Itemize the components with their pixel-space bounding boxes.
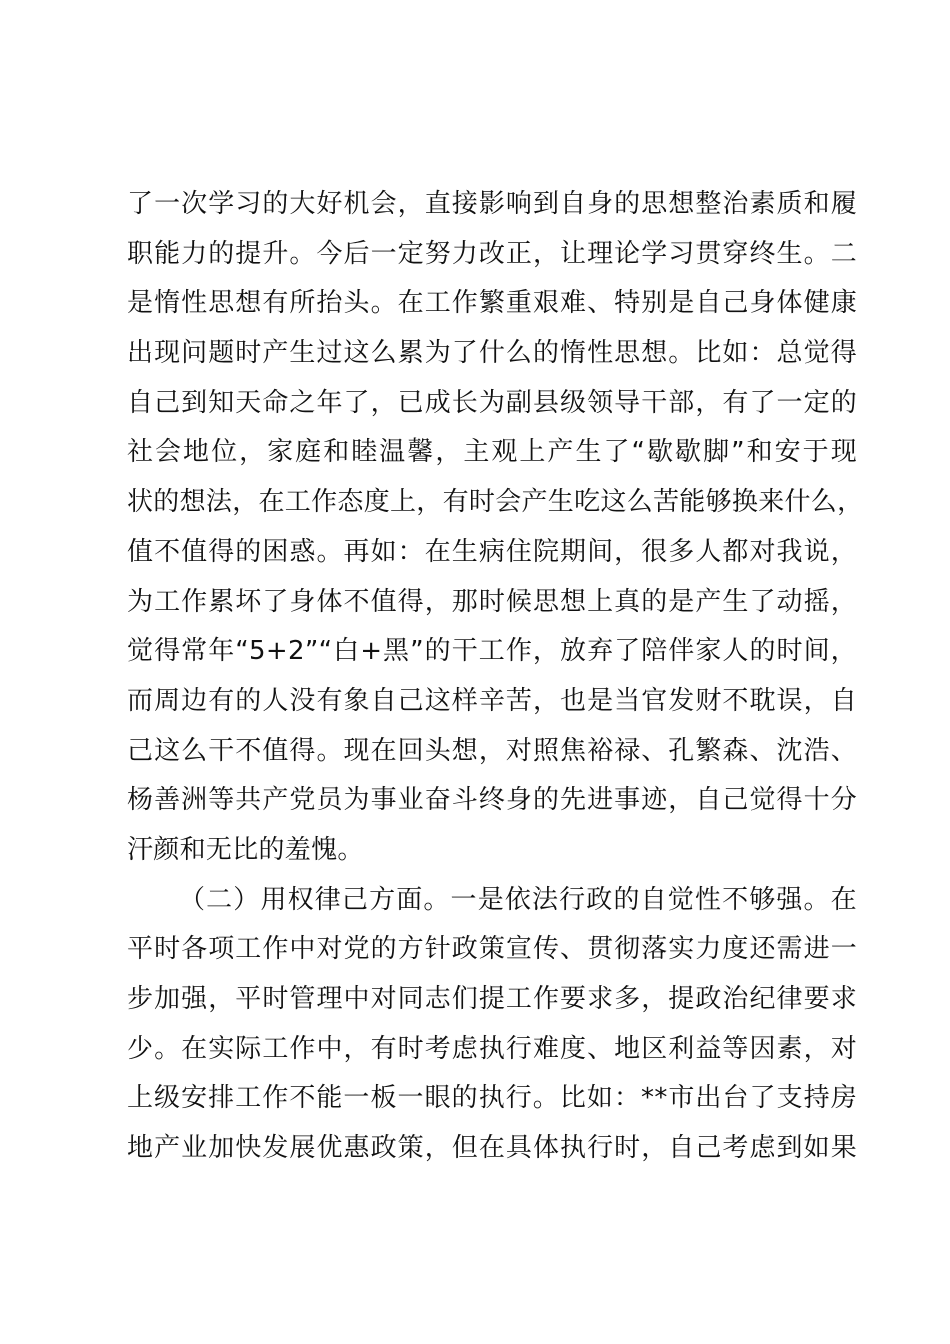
text-line: 状的想法，在工作态度上，有时会产生吃这么苦能够换来什么， <box>127 487 864 518</box>
text-line: 己这么干不值得。现在回头想，对照焦裕禄、孔繁森、沈浩、 <box>127 735 857 766</box>
text-line: 地产业加快发展优惠政策，但在具体执行时，自己考虑到如果 <box>127 1133 857 1164</box>
section-heading-line: （二）用权律己方面。一是依法行政的自觉性不够强。在 <box>179 884 857 915</box>
text-line: 自己到知天命之年了，已成长为副县级领导干部，有了一定的 <box>127 387 857 418</box>
text-line: 而周边有的人没有象自己这样辛苦，也是当官发财不耽误，自 <box>127 685 857 716</box>
text-line: 了一次学习的大好机会，直接影响到自身的思想整治素质和履 <box>127 189 857 219</box>
text-line: 杨善洲等共产党员为事业奋斗终身的先进事迹，自己觉得十分 <box>127 785 857 816</box>
text-line: 职能力的提升。今后一定努力改正，让理论学习贯穿终生。二 <box>127 238 857 269</box>
text-line: 上级安排工作不能一板一眼的执行。比如：**市出台了支持房 <box>127 1083 857 1114</box>
body-text <box>127 180 864 1174</box>
paragraph-end-line: 汗颜和无比的羞愧。 <box>127 834 364 865</box>
text-line: 是惰性思想有所抬头。在工作繁重艰难、特别是自己身体健康 <box>127 288 857 319</box>
text-line: 值不值得的困惑。再如：在生病住院期间，很多人都对我说， <box>127 536 857 567</box>
text-line: 少。在实际工作中，有时考虑执行难度、地区利益等因素，对 <box>127 1033 857 1064</box>
text-line: 步加强，平时管理中对同志们提工作要求多，提政治纪律要求 <box>127 984 857 1014</box>
text-line: 为工作累坏了身体不值得，那时候思想上真的是产生了动摇， <box>127 586 857 617</box>
text-line: 出现问题时产生过这么累为了什么的惰性思想。比如：总觉得 <box>127 338 857 369</box>
text-line: 平时各项工作中对党的方针政策宣传、贯彻落实力度还需进一 <box>127 934 857 965</box>
text-line: 社会地位，家庭和睦温馨，主观上产生了“歇歇脚”和安于现 <box>127 437 857 468</box>
text-line: 觉得常年“5+2”“白+黑”的干工作，放弃了陪伴家人的时间， <box>127 636 857 667</box>
